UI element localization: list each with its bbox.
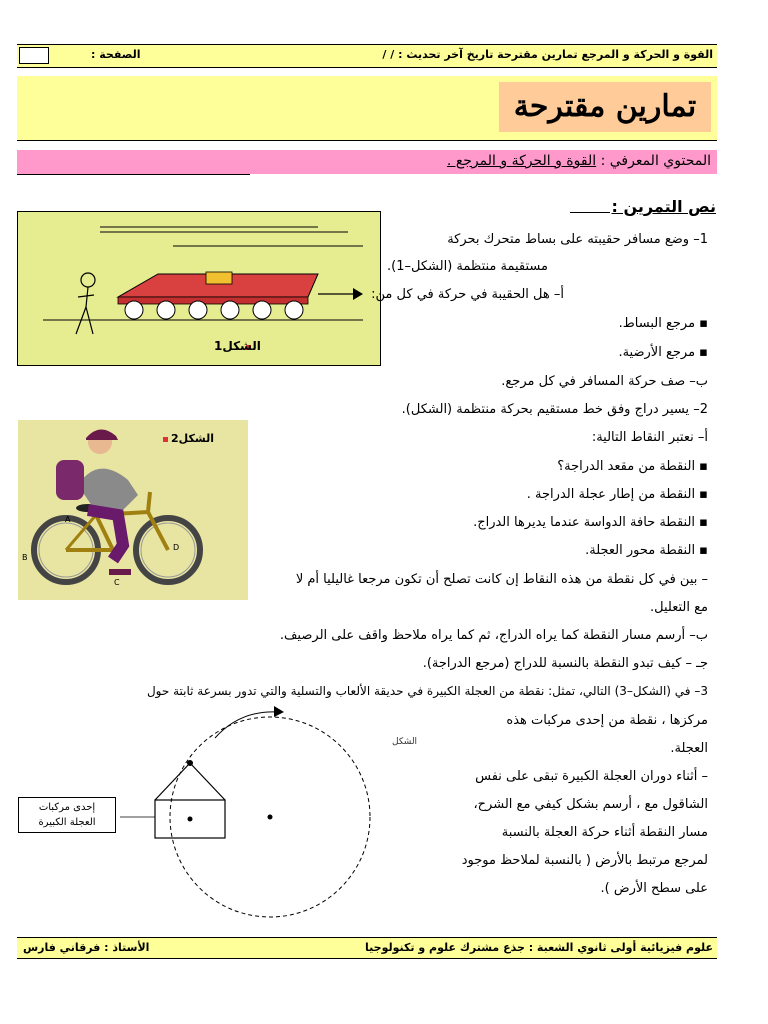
text-line: مركزها ، نقطة من إحدى مركبات هذه xyxy=(506,713,708,728)
text-line: لمرجع مرتبط بالأرض ( بالنسبة لملاحظ موجود xyxy=(461,853,708,868)
page-footer xyxy=(17,937,717,959)
text-line: 2– يسير دراج وفق خط مستقيم بحركة منتظمة (الشكل). xyxy=(401,402,708,417)
text-line: على سطح الأرض ). xyxy=(600,881,708,896)
text-line: العجلة. xyxy=(670,741,708,756)
point-b-label: B xyxy=(22,553,28,562)
text-line: ▪ النقطة محور العجلة. xyxy=(585,543,708,558)
conveyor-illustration xyxy=(18,212,380,365)
footer-course: علوم فيزيائية أولى ثانوي الشعبة : جذع مشترك علوم و تكنولوجيا xyxy=(365,941,713,954)
footer-teacher: الأستاذ : فرقاني فارس xyxy=(23,941,150,954)
figure-3-box xyxy=(18,797,116,833)
page-header xyxy=(17,44,717,68)
point-c-label: C xyxy=(114,578,120,587)
text-line: ▪ النقطة حافة الدواسة عندما يديرها الدراج. xyxy=(473,515,708,530)
cyclist-illustration xyxy=(18,420,248,600)
text-line: ▪ مرجع البساط. xyxy=(618,316,708,331)
point-a-label: A xyxy=(65,515,71,524)
content-text xyxy=(447,153,711,169)
header-text: القوة و الحركة و المرجع تمارين مقترحة تاريخ آخر تحديث : / / xyxy=(382,48,713,61)
figure-3-box-line: العجلة الكبيرة xyxy=(38,817,96,828)
text-line: أ– نعتبر النقاط التالية: xyxy=(591,430,708,445)
text-line: – بين في كل نقطة من هذه النقاط إن كانت تصلح أن تكون مرجعا غاليليا أم لا xyxy=(295,572,708,587)
figure-1 xyxy=(17,211,381,366)
figure-3-label: الشكل xyxy=(392,737,418,747)
section-title: نص التمرين : xyxy=(611,197,716,216)
content-bar xyxy=(17,150,717,174)
text-line: الشاقول مع ، أرسم بشكل كيفي مع الشرح، xyxy=(473,797,708,812)
text-line: ب– صف حركة المسافر في كل مرجع. xyxy=(501,374,708,389)
content-value: القوة و الحركة و المرجع . xyxy=(446,153,597,169)
text-line: ▪ النقطة من إطار عجلة الدراجة . xyxy=(526,487,708,502)
text-line: مع التعليل. xyxy=(650,600,708,615)
text-line: 1– وضع مسافر حقيبته على بساط متحرك بحركة xyxy=(447,232,708,247)
text-line: مسار النقطة أثناء حركة العجلة بالنسبة xyxy=(501,825,708,840)
divider xyxy=(17,174,250,175)
figure-1-label: الشكل1 xyxy=(214,339,261,353)
text-line: ▪ النقطة من مقعد الدراجة؟ xyxy=(557,459,708,474)
text-line: ب– أرسم مسار النقطة كما يراه الدراج، ثم كما يراه ملاحظ واقف على الرصيف. xyxy=(279,628,708,643)
point-d-label: D xyxy=(173,543,180,552)
content-label: المحتوي المعرفي : xyxy=(600,153,711,169)
page-number-box xyxy=(19,47,49,64)
text-line: مستقيمة منتظمة (الشكل–1). xyxy=(387,259,548,274)
text-line: 3– في (الشكل–3) التالي، تمثل: نقطة من العجلة الكبيرة في حديقة الألعاب والتسلية والتي تدور بسرعة ثابتة حول xyxy=(146,684,708,698)
text-line: جـ – كيف تبدو النقطة بالنسبة للدراج (مرجع الدراجة). xyxy=(422,656,708,671)
figure-2 xyxy=(18,420,248,600)
text-line: ▪ مرجع الأرضية. xyxy=(618,345,708,360)
figure-3-box-line: إحدى مركبات xyxy=(38,802,96,813)
text-line: أ– هل الحقيبة في حركة في كل من: xyxy=(371,287,564,302)
figure-2-label: الشكل2 xyxy=(171,432,214,445)
page-number-label: الصفحة : xyxy=(91,48,141,61)
figure-3 xyxy=(120,700,440,920)
divider xyxy=(570,212,610,213)
title-band xyxy=(17,76,717,141)
page-title: تمارين مقترحة xyxy=(499,82,711,132)
text-line: – أثناء دوران العجلة الكبيرة تبقى على نفس xyxy=(475,769,708,784)
